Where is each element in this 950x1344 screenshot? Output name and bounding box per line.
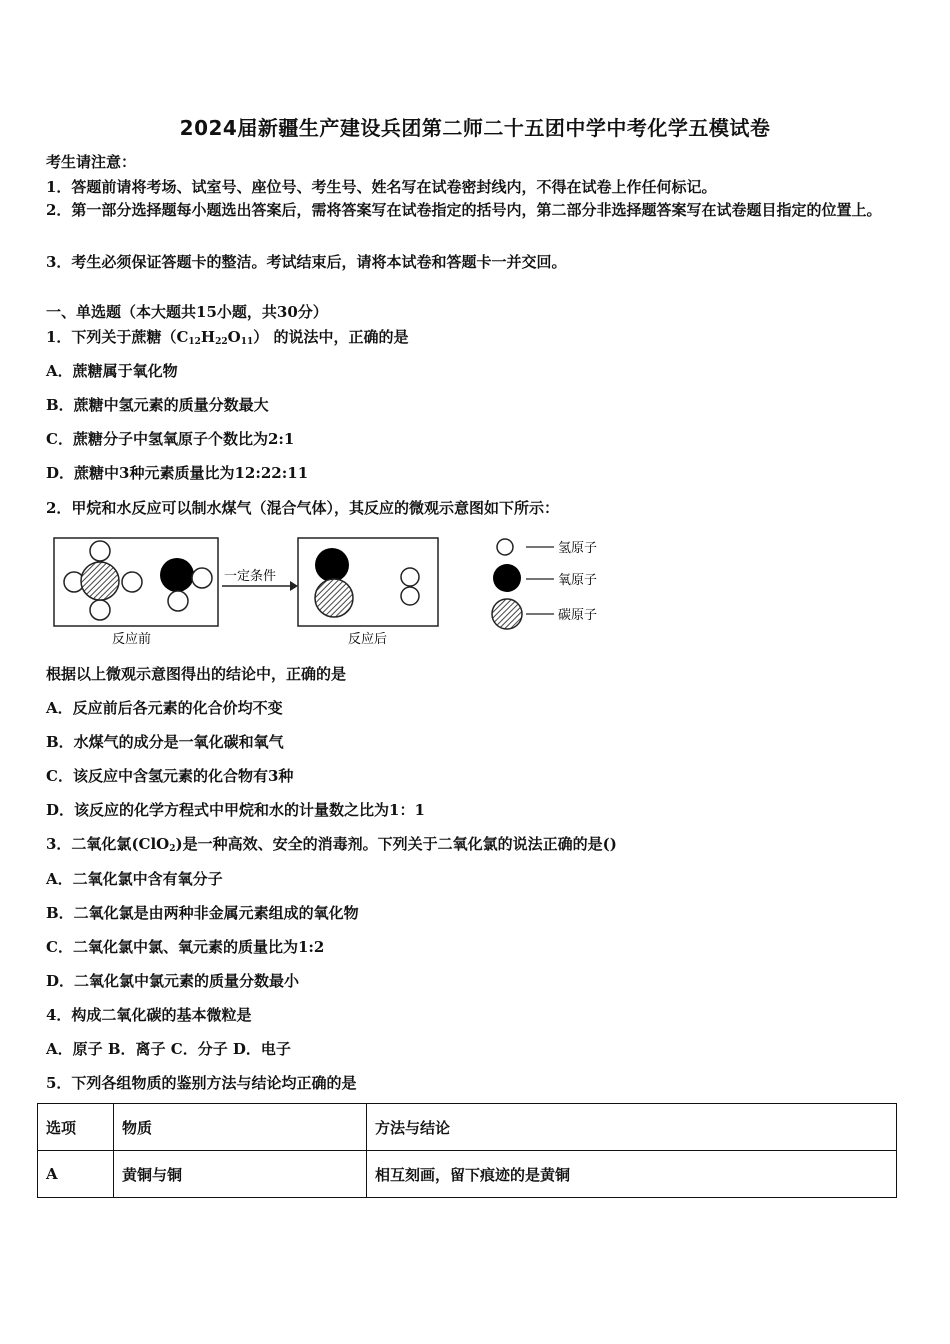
notice-item: 1．答题前请将考场、试室号、座位号、考生号、姓名写在试卷密封线内，不得在试卷上作任何标记。 bbox=[46, 178, 717, 196]
carbon-atom bbox=[81, 562, 119, 600]
question-2-option-c: C．该反应中含氢元素的化合物有3种 bbox=[46, 767, 294, 785]
question-1-option-b: B．蔗糖中氢元素的质量分数最大 bbox=[46, 396, 269, 414]
question-4-options: A．原子 B．离子 C．分子 D．电子 bbox=[46, 1040, 291, 1058]
hydrogen-atom bbox=[192, 568, 212, 588]
before-label: 反应前 bbox=[112, 632, 152, 647]
legend-hydrogen-icon bbox=[497, 539, 513, 555]
hydrogen-atom bbox=[122, 572, 142, 592]
question-2-option-b: B．水煤气的成分是一氧化碳和氧气 bbox=[46, 733, 284, 751]
question-4-stem: 4．构成二氧化碳的基本微粒是 bbox=[46, 1006, 252, 1024]
question-2-option-a: A．反应前后各元素的化合价均不变 bbox=[46, 699, 283, 717]
legend-hydrogen-label: 氢原子 bbox=[558, 541, 598, 556]
section-heading: 一、单选题（本大题共15小题，共30分） bbox=[46, 303, 328, 321]
hydrogen-atom bbox=[90, 541, 110, 561]
condition-label: 一定条件 bbox=[224, 569, 277, 584]
hydrogen-atom bbox=[90, 600, 110, 620]
oxygen-atom bbox=[315, 548, 349, 582]
after-label: 反应后 bbox=[348, 632, 388, 647]
table-header-row bbox=[38, 1104, 897, 1151]
table-header-cell: 方法与结论 bbox=[367, 1104, 897, 1151]
table-cell: 相互刻画，留下痕迹的是黄铜 bbox=[367, 1151, 897, 1198]
carbon-atom bbox=[315, 579, 353, 617]
question-3-option-b: B．二氧化氯是由两种非金属元素组成的氧化物 bbox=[46, 904, 359, 922]
hydrogen-atom bbox=[168, 591, 188, 611]
question-5-table bbox=[37, 1103, 897, 1198]
table-header-cell: 选项 bbox=[38, 1104, 114, 1151]
question-3-option-d: D．二氧化氯中氯元素的质量分数最小 bbox=[46, 972, 300, 990]
notice-item: 3．考生必须保证答题卡的整洁。考试结束后，请将本试卷和答题卡一并交回。 bbox=[46, 253, 567, 271]
table-header-cell: 物质 bbox=[114, 1104, 367, 1151]
reaction-diagram bbox=[50, 534, 620, 650]
notice-heading: 考生请注意： bbox=[46, 153, 137, 171]
table-cell: A bbox=[38, 1151, 114, 1198]
question-1-option-d: D．蔗糖中3种元素质量比为12:22:11 bbox=[46, 464, 309, 482]
hydrogen-atom bbox=[401, 568, 419, 586]
question-1-option-c: C．蔗糖分子中氢氧原子个数比为2:1 bbox=[46, 430, 295, 448]
legend-oxygen-label: 氧原子 bbox=[558, 573, 598, 588]
question-3-option-c: C．二氧化氯中氯、氧元素的质量比为1:2 bbox=[46, 938, 325, 956]
oxygen-atom bbox=[160, 558, 194, 592]
table-cell: 黄铜与铜 bbox=[114, 1151, 367, 1198]
page-title: 2024届新疆生产建设兵团第二师二十五团中学中考化学五模试卷 bbox=[179, 116, 771, 140]
legend-oxygen-icon bbox=[493, 564, 521, 592]
question-1-option-a: A．蔗糖属于氧化物 bbox=[46, 362, 178, 380]
arrow-head bbox=[290, 581, 298, 591]
legend-carbon-label: 碳原子 bbox=[558, 608, 598, 623]
hydrogen-atom bbox=[401, 587, 419, 605]
question-3-option-a: A．二氧化氯中含有氧分子 bbox=[46, 870, 223, 888]
question-1-stem: 1．下列关于蔗糖$(C_{12}H_{22}O_{11})$ 的说法中，正确的是 bbox=[46, 328, 409, 347]
question-5-stem: 5．下列各组物质的鉴别方法与结论均正确的是 bbox=[46, 1074, 357, 1092]
question-3-stem: 3．二氧化氯(ClO$_2$)是一种高效、安全的消毒剂。下列关于二氧化氯的说法正确的是() bbox=[46, 835, 617, 854]
table-row bbox=[38, 1151, 897, 1198]
question-2-stem: 2．甲烷和水反应可以制水煤气（混合气体），其反应的微观示意图如下所示： bbox=[46, 499, 559, 517]
notice-item: 2．第一部分选择题每小题选出答案后，需将答案写在试卷指定的括号内，第二部分非选择题答案写在试卷题目指定的位置上。 bbox=[46, 201, 882, 219]
question-2-option-d: D．该反应的化学方程式中甲烷和水的计量数之比为1：1 bbox=[46, 801, 425, 819]
legend-carbon-icon bbox=[492, 599, 522, 629]
question-2-followup: 根据以上微观示意图得出的结论中，正确的是 bbox=[46, 665, 347, 683]
